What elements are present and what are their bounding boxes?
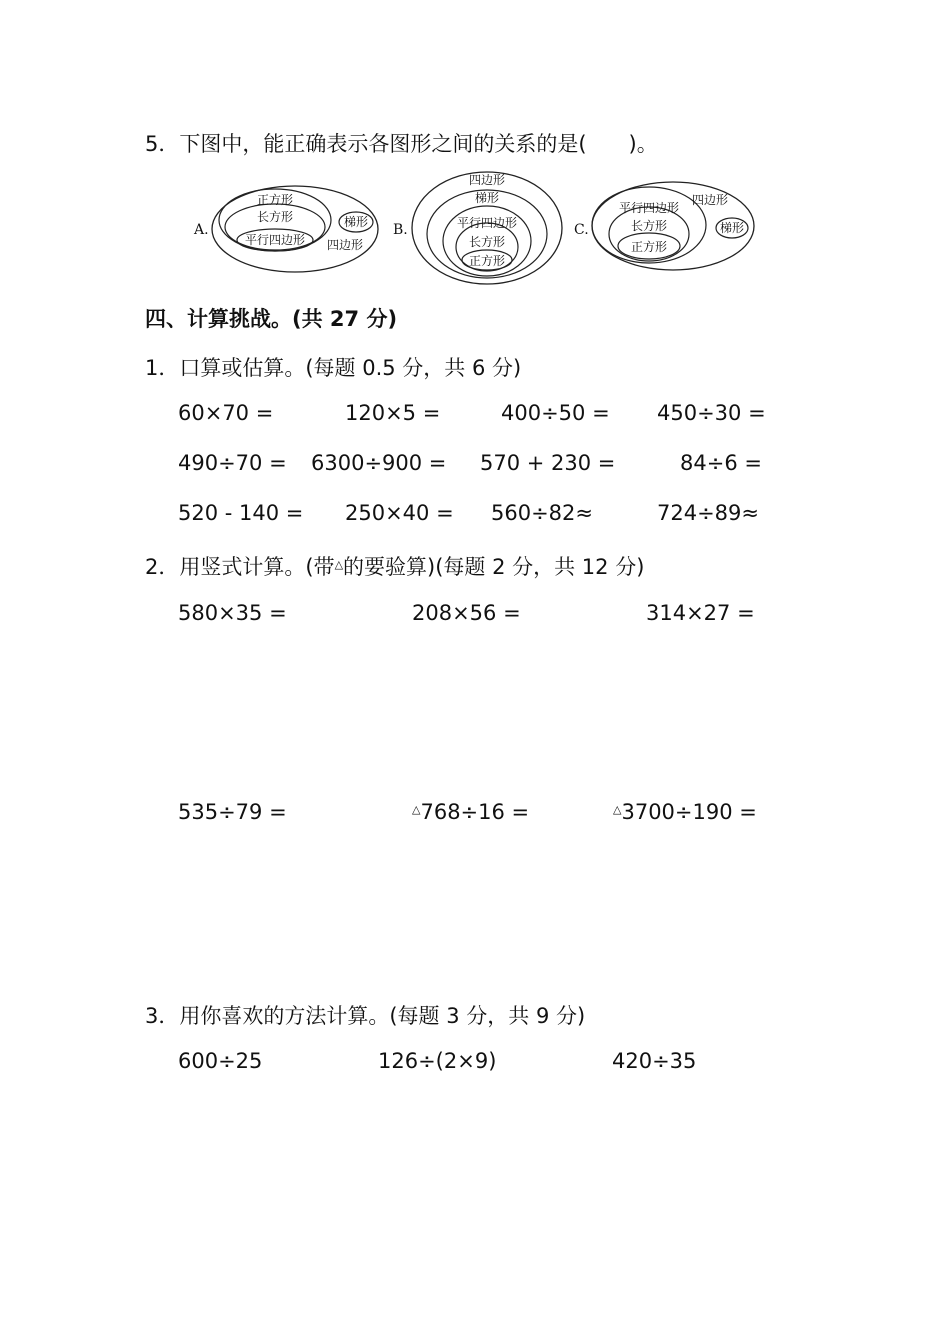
part-1-title: 1．口算或估算。(每题 0.5 分，共 6 分) — [145, 356, 522, 380]
q5-diagram — [0, 168, 950, 288]
mental-math-item: 450÷30 = — [657, 401, 766, 425]
label-a-square: 正方形 — [256, 193, 294, 207]
mental-math-item: 6300÷900 = — [311, 451, 447, 475]
mental-math-item: 490÷70 = — [178, 451, 287, 475]
label-b-rectangle: 长方形 — [468, 235, 506, 249]
mental-math-item: 570 + 230 = — [480, 451, 616, 475]
triangle-icon: △ — [334, 558, 344, 571]
vertical-calc-item-checked: △3700÷190 = — [613, 800, 757, 824]
vertical-calc-item-checked: △768÷16 = — [412, 800, 530, 824]
label-c-parallelogram: 平行四边形 — [618, 201, 680, 215]
mental-math-item: 84÷6 = — [680, 451, 762, 475]
mental-math-item: 560÷82≈ — [491, 501, 593, 525]
label-c-trapezoid: 梯形 — [719, 221, 745, 235]
option-c-letter: C. — [574, 222, 589, 238]
label-b-parallelogram: 平行四边形 — [456, 216, 518, 230]
free-calc-item: 600÷25 — [178, 1049, 263, 1073]
vertical-calc-item: 535÷79 = — [178, 800, 287, 824]
label-a-parallelogram: 平行四边形 — [244, 233, 306, 247]
label-c-quadrilateral: 四边形 — [691, 193, 729, 207]
option-b-letter: B. — [393, 222, 408, 238]
label-b-trapezoid: 梯形 — [474, 191, 500, 205]
mental-math-item: 400÷50 = — [501, 401, 610, 425]
part-2-title-end: 的要验算)(每题 2 分，共 12 分) — [343, 555, 645, 579]
vertical-calc-item: 314×27 = — [646, 601, 755, 625]
q5-text: 5．下图中，能正确表示各图形之间的关系的是( )。 — [145, 132, 658, 156]
option-a — [193, 186, 378, 272]
label-a-trapezoid: 梯形 — [343, 215, 369, 229]
free-calc-item: 126÷(2×9) — [378, 1049, 497, 1073]
label-a-rectangle: 长方形 — [256, 210, 294, 224]
label-b-square: 正方形 — [468, 254, 506, 268]
free-calc-item: 420÷35 — [612, 1049, 697, 1073]
part-2-title — [145, 551, 644, 581]
label-c-square: 正方形 — [630, 240, 668, 254]
mental-math-item: 60×70 = — [178, 401, 274, 425]
label-c-rectangle: 长方形 — [630, 219, 668, 233]
mental-math-item: 724÷89≈ — [657, 501, 759, 525]
mental-math-item: 520 - 140 = — [178, 501, 304, 525]
option-a-letter: A. — [194, 222, 209, 238]
vertical-calc-item: 580×35 = — [178, 601, 287, 625]
mental-math-item: 250×40 = — [345, 501, 454, 525]
part-2-title-start: 2．用竖式计算。(带 — [145, 555, 335, 579]
label-a-quadrilateral: 四边形 — [326, 238, 364, 252]
option-b — [393, 172, 562, 284]
part-3-title: 3．用你喜欢的方法计算。(每题 3 分，共 9 分) — [145, 1004, 586, 1028]
vertical-calc-item: 208×56 = — [412, 601, 521, 625]
option-c — [574, 182, 754, 270]
section-4-title: 四、计算挑战。(共 27 分) — [145, 307, 398, 331]
label-b-quadrilateral: 四边形 — [468, 173, 506, 187]
mental-math-item: 120×5 = — [345, 401, 441, 425]
triangle-icon: △ — [412, 803, 421, 816]
triangle-icon: △ — [613, 803, 622, 816]
